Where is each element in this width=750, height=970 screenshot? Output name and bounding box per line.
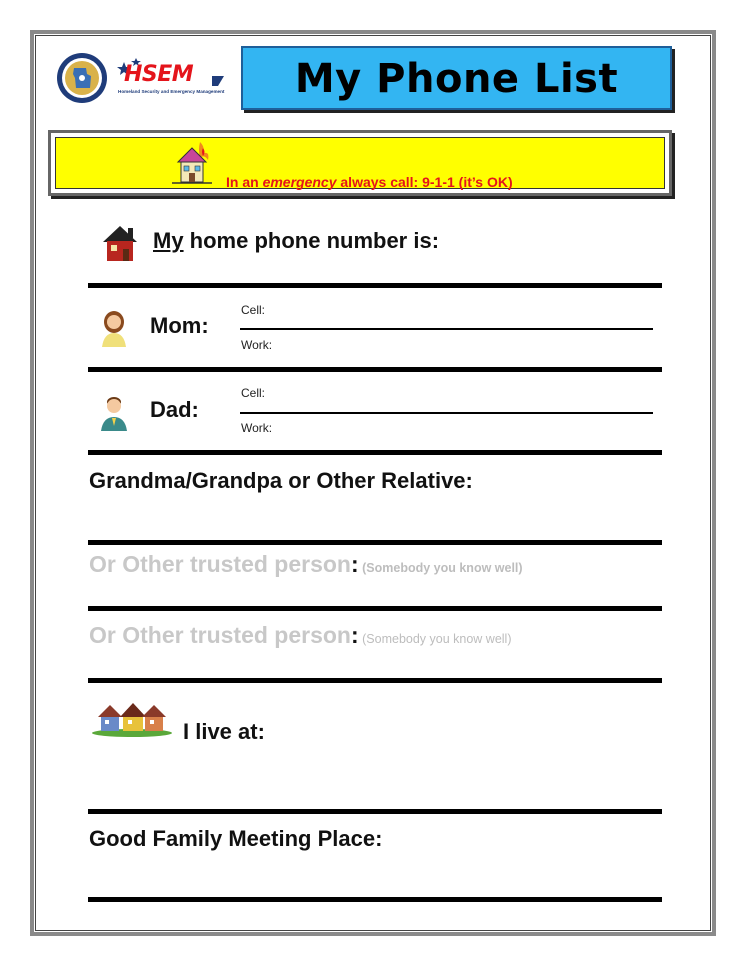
emergency-banner-fill bbox=[55, 137, 665, 189]
dad-icon bbox=[98, 393, 130, 431]
home-phone-label: My home phone number is: bbox=[153, 228, 440, 253]
mom-label: Mom: bbox=[150, 313, 209, 338]
mom-phone-line bbox=[240, 328, 653, 330]
hsem-logo-subtitle: Homeland Security and Emergency Management bbox=[118, 89, 225, 94]
dad-section-line bbox=[88, 450, 662, 455]
houses-icon bbox=[92, 697, 174, 737]
house-icon bbox=[102, 224, 138, 262]
dad-cell-label: Cell: bbox=[241, 386, 266, 400]
address-label: I live at: bbox=[183, 719, 265, 744]
home-phone-line bbox=[88, 283, 662, 288]
dad-work-label: Work: bbox=[241, 421, 273, 435]
emergency-instruction: In an emergency always call: 9-1-1 (it’s OK) bbox=[226, 174, 513, 190]
relative-label: Grandma/Grandpa or Other Relative: bbox=[89, 468, 473, 493]
burning-house-icon bbox=[170, 140, 216, 186]
meeting-place-label: Good Family Meeting Place: bbox=[89, 826, 383, 851]
hsem-logo-text: HSEM bbox=[124, 62, 194, 87]
trusted-person-line-2 bbox=[88, 678, 662, 683]
dad-label: Dad: bbox=[150, 397, 199, 422]
trusted-person-label-1: Or Other trusted person: (Somebody you know well) bbox=[89, 551, 523, 577]
meeting-place-line bbox=[88, 897, 662, 902]
relative-line bbox=[88, 540, 662, 545]
mom-cell-label: Cell: bbox=[241, 303, 266, 317]
title-banner bbox=[241, 46, 672, 110]
mom-icon bbox=[98, 309, 130, 347]
mom-section-line bbox=[88, 367, 662, 372]
address-line bbox=[88, 809, 662, 814]
hsem-logo bbox=[114, 56, 230, 104]
trusted-person-label-2: Or Other trusted person: (Somebody you know well) bbox=[89, 622, 512, 648]
dad-phone-line bbox=[240, 412, 653, 414]
trusted-person-line-1 bbox=[88, 606, 662, 611]
state-seal-icon bbox=[56, 52, 108, 104]
page-title: My Phone List bbox=[294, 56, 619, 102]
emergency-banner bbox=[48, 130, 672, 196]
mom-work-label: Work: bbox=[241, 338, 273, 352]
